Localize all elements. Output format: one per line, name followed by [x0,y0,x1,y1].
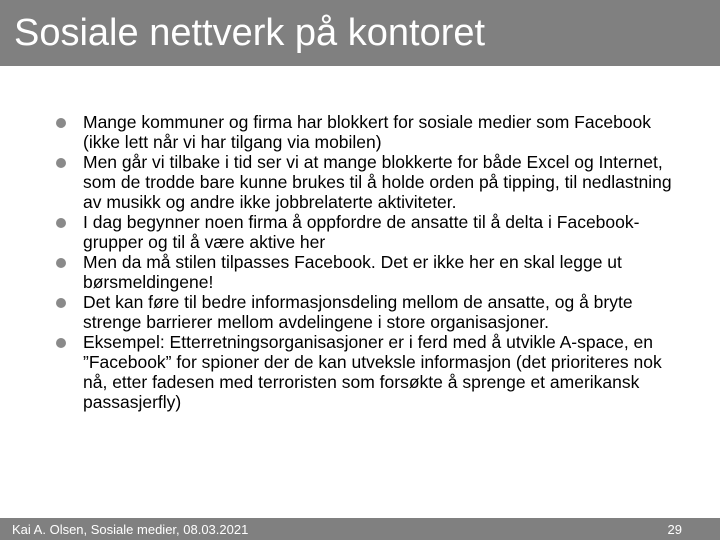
bullet-item [56,212,676,252]
bullet-item [56,332,676,412]
disc-bullet-icon [56,338,66,348]
bullet-item [56,292,676,332]
bullet-item [56,252,676,292]
bullet-text: Men da må stilen tilpasses Facebook. Det er ikke her en skal legge ut børsmeldingene! [83,252,622,292]
bullet-text: Men går vi tilbake i tid ser vi at mange blokkerte for både Excel og Internet, som de trodde bare kunne brukes til å holde orden på tipping, til nedlastning av musikk og andre ikke jobbrelaterte aktiviteter. [83,152,672,212]
disc-bullet-icon [56,158,66,168]
disc-bullet-icon [56,118,66,128]
footer-text: Kai A. Olsen, Sosiale medier, 08.03.2021 [12,522,249,537]
bullet-list [56,112,676,412]
bullet-text: Mange kommuner og firma har blokkert for sosiale medier som Facebook (ikke lett når vi har tilgang via mobilen) [83,112,652,152]
bullet-text: Det kan føre til bedre informasjonsdeling mellom de ansatte, og å bryte strenge barrierer mellom avdelingene i store organisasjoner. [83,292,633,332]
bullet-item [56,112,676,152]
slide-title: Sosiale nettverk på kontoret [14,12,486,54]
footer-bar [0,518,720,540]
bullet-text: I dag begynner noen firma å oppfordre de ansatte til å delta i Facebook-grupper og til å være aktive her [83,212,640,252]
disc-bullet-icon [56,298,66,308]
bullet-item [56,152,676,212]
disc-bullet-icon [56,258,66,268]
page-number: 29 [667,522,682,537]
disc-bullet-icon [56,218,66,228]
title-bar [0,0,720,66]
bullet-text: Eksempel: Etterretningsorganisasjoner er i ferd med å utvikle A-space, en ”Facebook” for spioner der de kan utveksle informasjon (det prioriteres nok nå, etter fadesen med terroristen som forsøkte å sprenge et amerikansk passasjerfly) [83,332,662,412]
